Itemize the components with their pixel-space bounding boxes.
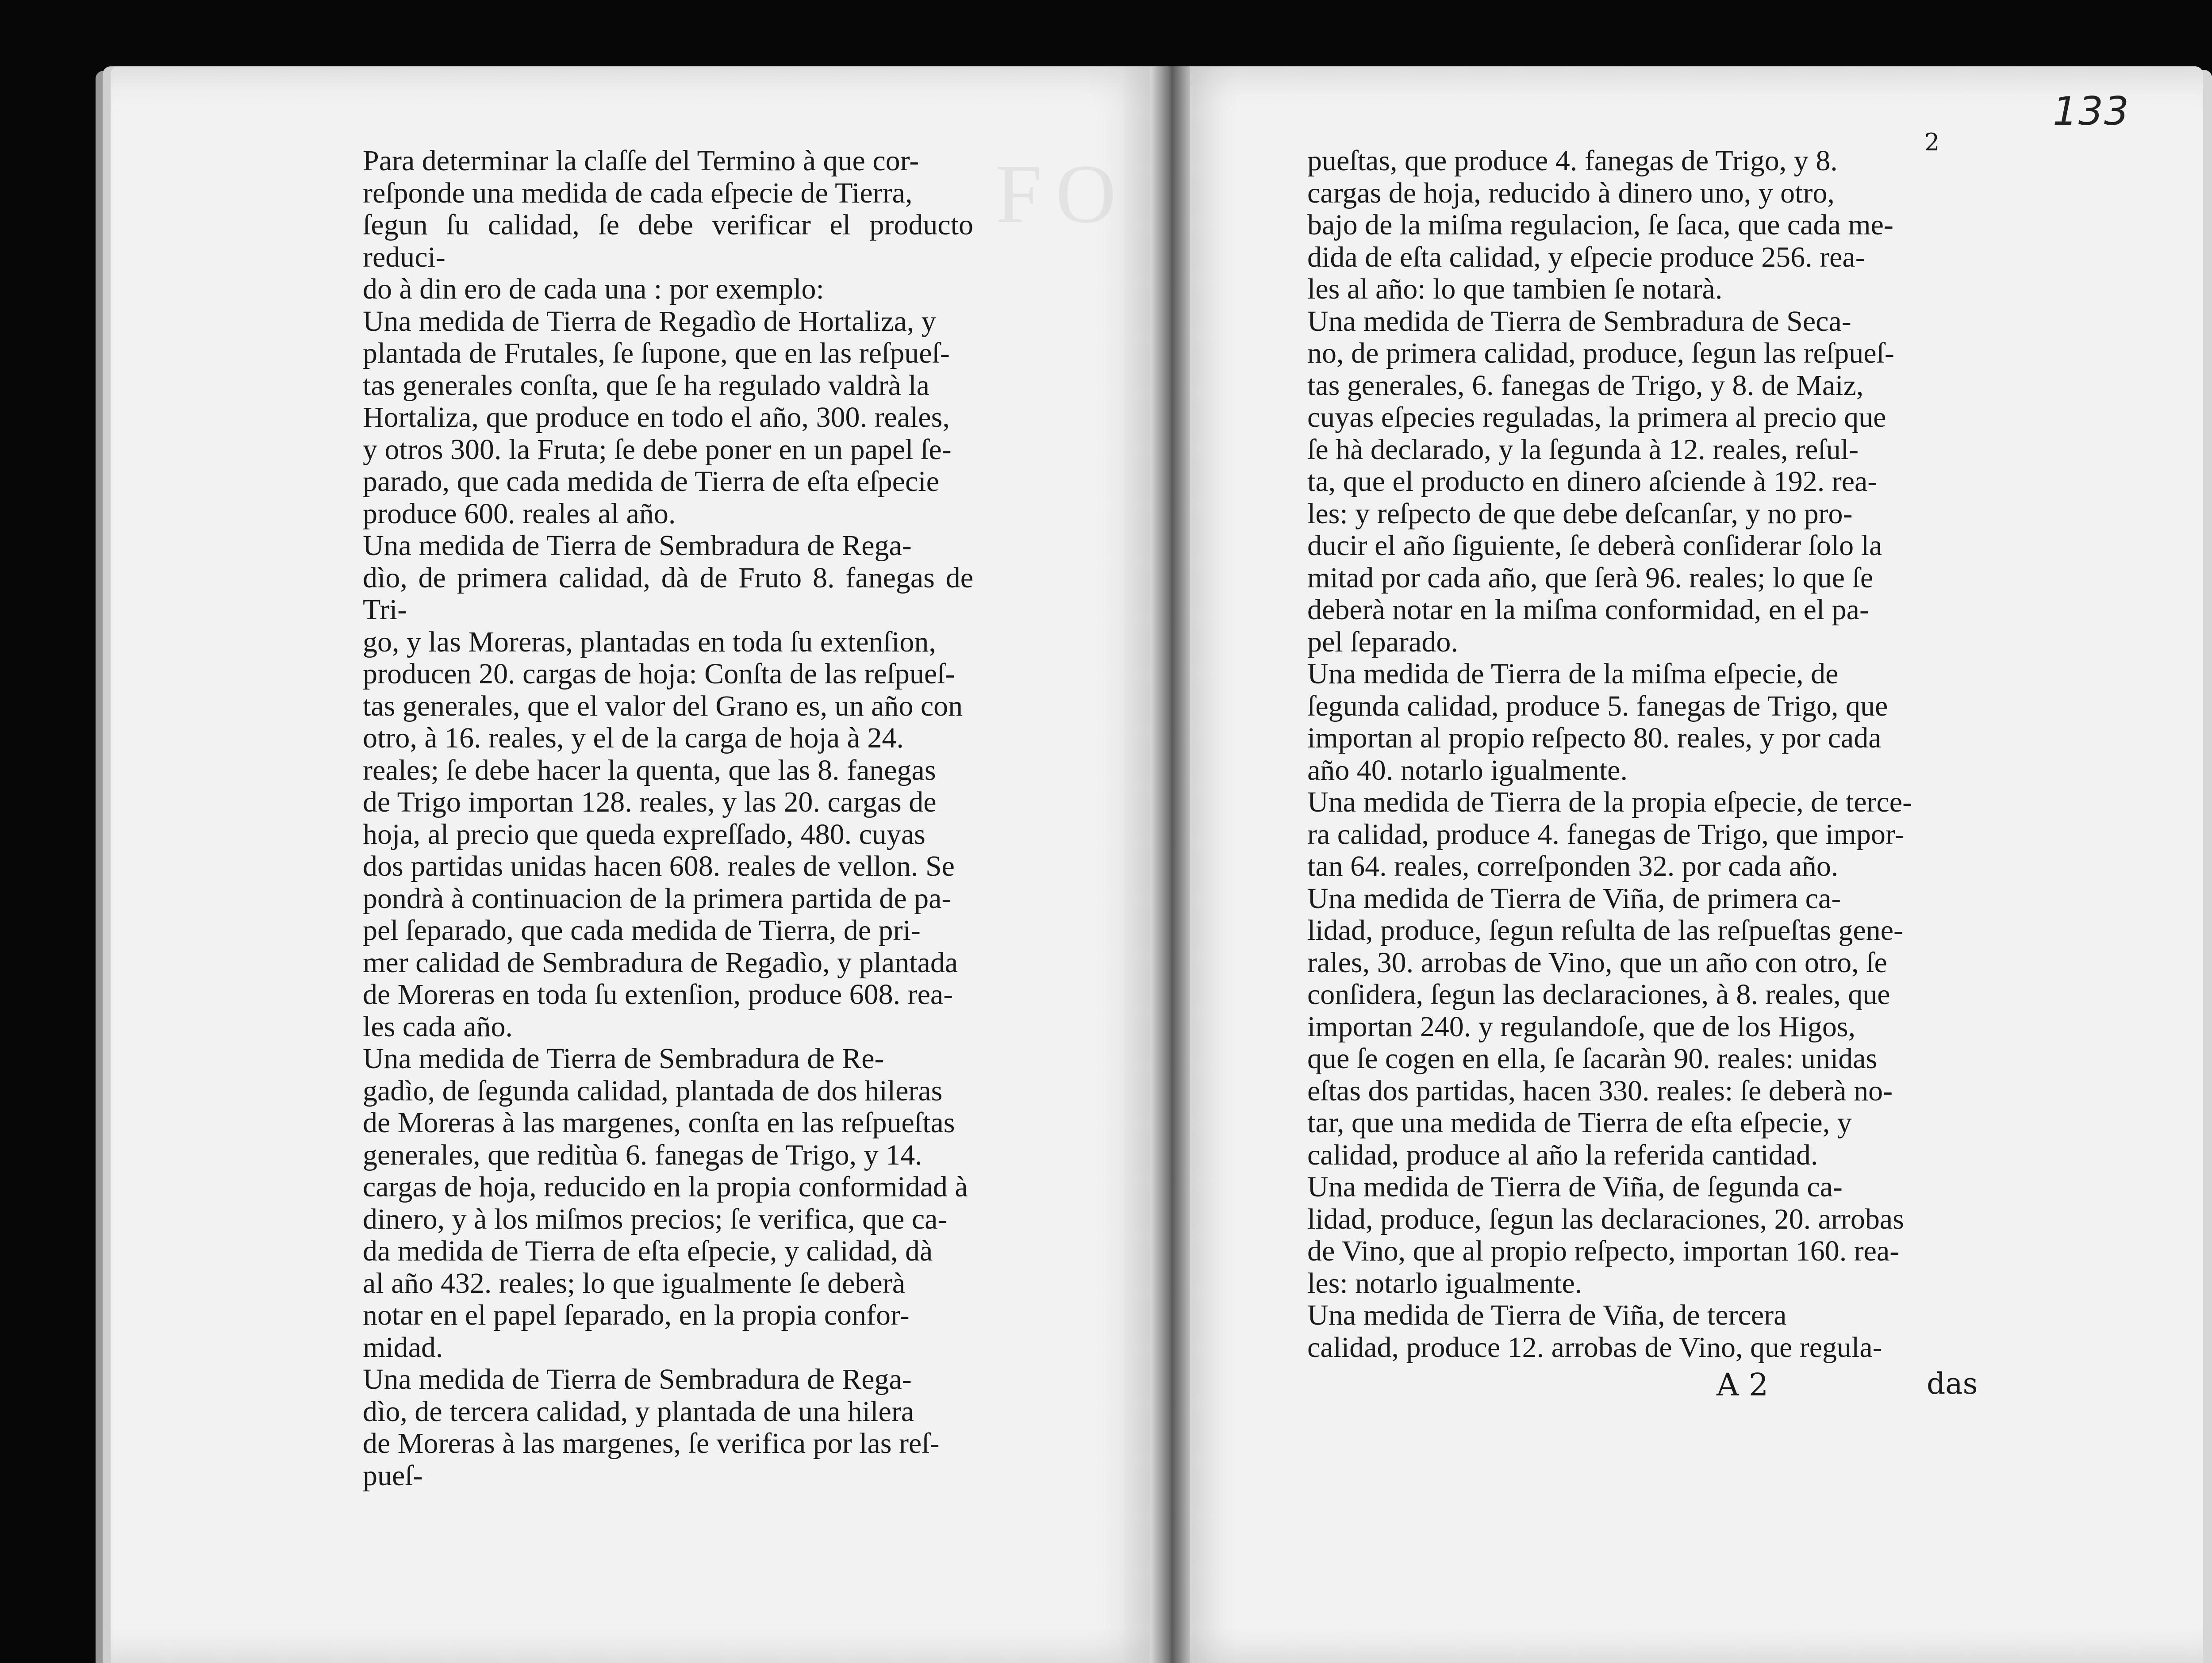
page-number: 2 (1924, 128, 1940, 156)
handwritten-folio-number: 133 (2053, 88, 2130, 134)
show-through-decoration: FO (995, 148, 1129, 241)
book-gutter (1150, 66, 1190, 1663)
signature-mark: A 2 (1717, 1367, 1769, 1403)
left-page-body-text: Para determinar la claſſe del Termino à que cor- reſponde una medida de cada eſpecie de Tierra, ſegun ſu calidad, ſe debe verificar el producto reduci- do à din ero de cada una : por exemplo: Una medida de Tierra de Regadìo de Hortaliza, y plantada de Frutales, ſe ſupone, que en las reſpueſ- tas generales conſta, que ſe ha regulado valdrà la Hortaliza, que produce en todo el año, 300. reales, y otros 300. la Fruta; ſe debe poner en un papel ſe- parado, que cada medida de Tierra de eſta eſpecie produce 600. reales al año. Una medida de Tierra de Sembradura de Rega- dìo, de primera calidad, dà de Fruto 8. fanegas de Tri- go, y las Moreras, plantadas en toda ſu extenſion, producen 20. cargas de hoja: Conſta de las reſpueſ- tas generales, que el valor del Grano es, un año con otro, à 16. reales, y el de la carga de hoja à 24. reales; ſe debe hacer la quenta, que las 8. fanegas de Trigo importan 128. reales, y las 20. cargas de hoja, al precio que queda expreſſado, 480. cuyas dos partidas unidas hacen 608. reales de vellon. Se pondrà à continuacion de la primera partida de pa- pel ſeparado, que cada medida de Tierra, de pri- mer calidad de Sembradura de Regadìo, y plantada de Moreras en toda ſu extenſion, produce 608. rea- les cada año. Una medida de Tierra de Sembradura de Re- gadìo, de ſegunda calidad, plantada de dos hileras de Moreras à las margenes, conſta en las reſpueſtas generales, que reditùa 6. fanegas de Trigo, y 14. cargas de hoja, reducido en la propia conformidad à dinero, y à los miſmos precios; ſe verifica, que ca- da medida de Tierra de eſta eſpecie, y calidad, dà al año 432. reales; lo que igualmente ſe deberà notar en el papel ſeparado, en la propia confor- midad. Una medida de Tierra de Sembradura de Rega- dìo, de tercera calidad, y plantada de una hilera de Moreras à las margenes, ſe verifica por las reſ- pueſ- (363, 145, 973, 1492)
right-page-body-text: pueſtas, que produce 4. fanegas de Trigo, y 8. cargas de hoja, reducido à dinero uno, y otro, bajo de la miſma regulacion, ſe ſaca, que cada me- dida de eſta calidad, y eſpecie produce 256. rea- les al año: lo que tambien ſe notarà. Una medida de Tierra de Sembradura de Seca- no, de primera calidad, produce, ſegun las reſpueſ- tas generales, 6. fanegas de Trigo, y 8. de Maiz, cuyas eſpecies reguladas, la primera al precio que ſe hà declarado, y la ſegunda à 12. reales, reſul- ta, que el producto en dinero aſciende à 192. rea- les: y reſpecto de que debe deſcanſar, y no pro- ducir el año ſiguiente, ſe deberà conſiderar ſolo la mitad por cada año, que ſerà 96. reales; lo que ſe deberà notar en la miſma conformidad, en el pa- pel ſeparado. Una medida de Tierra de la miſma eſpecie, de ſegunda calidad, produce 5. fanegas de Trigo, que importan al propio reſpecto 80. reales, y por cada año 40. notarlo igualmente. Una medida de Tierra de la propia eſpecie, de terce- ra calidad, produce 4. fanegas de Trigo, que impor- tan 64. reales, correſponden 32. por cada año. Una medida de Tierra de Viña, de primera ca- lidad, produce, ſegun reſulta de las reſpueſtas gene- rales, 30. arrobas de Vino, que un año con otro, ſe conſidera, ſegun las declaraciones, à 8. reales, que importan 240. y regulandoſe, que de los Higos, que ſe cogen en ella, ſe ſacaràn 90. reales: unidas eſtas dos partidas, hacen 330. reales: ſe deberà no- tar, que una medida de Tierra de eſta eſpecie, y calidad, produce al año la referida cantidad. Una medida de Tierra de Viña, de ſegunda ca- lidad, produce, ſegun las declaraciones, 20. arrobas de Vino, que al propio reſpecto, importan 160. rea- les: notarlo igualmente. Una medida de Tierra de Viña, de tercera calidad, produce 12. arrobas de Vino, que regula- (1307, 145, 1912, 1364)
catchword: das (1927, 1367, 1978, 1401)
